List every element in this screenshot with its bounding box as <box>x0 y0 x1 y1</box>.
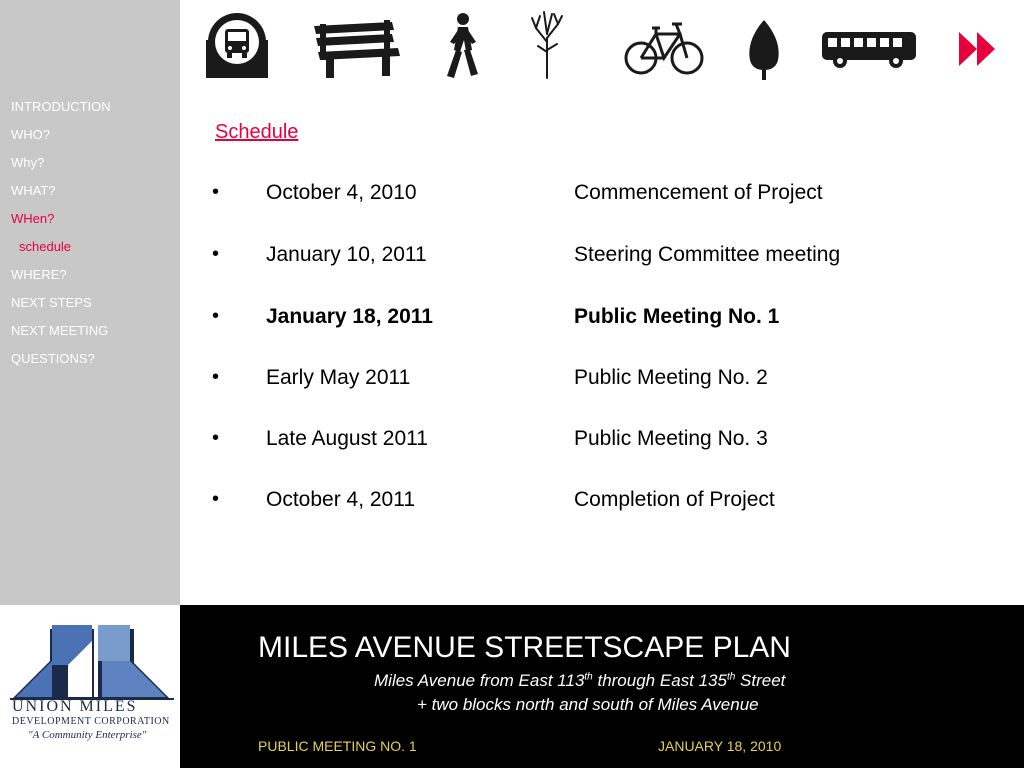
bullet: • <box>212 181 220 203</box>
footer-subtitle-sup: th <box>726 671 736 683</box>
nav-item-questions[interactable]: QUESTIONS? <box>11 351 95 366</box>
schedule-row <box>0 243 1024 273</box>
schedule-event: Public Meeting No. 2 <box>574 366 768 389</box>
schedule-row <box>0 305 1024 335</box>
bullet: • <box>212 366 220 388</box>
footer-subtitle-part: Street <box>735 671 786 690</box>
footer-subtitle-part: Miles Avenue from East 113 <box>374 671 585 690</box>
footer-meeting-label: PUBLIC MEETING NO. 1 <box>258 738 417 754</box>
pedestrian-icon <box>442 12 482 80</box>
nav-item-what[interactable]: WHAT? <box>11 183 56 198</box>
schedule-event: Steering Committee meeting <box>574 243 841 266</box>
icon-bar <box>180 0 1024 90</box>
schedule-date: October 4, 2011 <box>266 488 416 511</box>
nav-item-where[interactable]: WHERE? <box>11 267 67 282</box>
logo-org: DEVELOPMENT CORPORATION <box>12 716 170 727</box>
schedule-event: Commencement of Project <box>574 181 823 204</box>
next-slide-icon[interactable] <box>957 30 997 68</box>
schedule-date: Early May 2011 <box>266 366 411 389</box>
bare-tree-icon <box>530 8 564 80</box>
nav-item-next-steps[interactable]: NEXT STEPS <box>11 295 92 310</box>
house-logo-icon <box>10 621 174 701</box>
logo-tagline: "A Community Enterprise" <box>28 729 147 741</box>
tree-icon <box>746 18 782 80</box>
schedule-event: Completion of Project <box>574 488 775 511</box>
schedule-date: Late August 2011 <box>266 427 428 450</box>
schedule-event: Public Meeting No. 3 <box>574 427 768 450</box>
bus-icon <box>820 30 918 70</box>
schedule-date: January 18, 2011 <box>266 305 433 328</box>
nav-item-why[interactable]: Why? <box>11 155 45 170</box>
schedule-date: October 4, 2010 <box>266 181 417 204</box>
nav-item-introduction[interactable]: INTRODUCTION <box>11 99 111 114</box>
nav-item-schedule[interactable]: schedule <box>19 239 72 254</box>
schedule-event: Public Meeting No. 1 <box>574 305 780 328</box>
footer-subtitle-sup: th <box>584 671 593 683</box>
schedule-row <box>0 366 1024 396</box>
bullet: • <box>212 488 220 510</box>
nav-item-who[interactable]: WHO? <box>11 127 50 142</box>
footer-subtitle-extent: + two blocks north and south of Miles Avenue <box>417 695 759 714</box>
logo-name: UNION MILES <box>12 698 138 715</box>
schedule-row <box>0 488 1024 518</box>
nav-item-when[interactable]: WHen? <box>11 211 55 226</box>
bullet: • <box>212 243 220 265</box>
footer <box>180 605 1024 768</box>
schedule-date: January 10, 2011 <box>266 243 427 266</box>
schedule-row <box>0 427 1024 457</box>
logo <box>0 605 180 768</box>
bullet: • <box>212 305 220 327</box>
nav-item-next-meeting[interactable]: NEXT MEETING <box>11 323 109 338</box>
bicycle-icon <box>624 20 704 76</box>
footer-subtitle <box>374 671 785 691</box>
footer-subtitle-part: through East 135 <box>592 671 727 690</box>
footer-title: MILES AVENUE STREETSCAPE PLAN <box>258 631 791 664</box>
schedule-row <box>0 181 1024 211</box>
footer-date: JANUARY 18, 2010 <box>658 738 782 754</box>
bus-stop-icon <box>202 12 272 80</box>
bullet: • <box>212 427 220 449</box>
schedule-heading[interactable]: Schedule <box>215 121 299 143</box>
bench-icon <box>312 20 400 80</box>
